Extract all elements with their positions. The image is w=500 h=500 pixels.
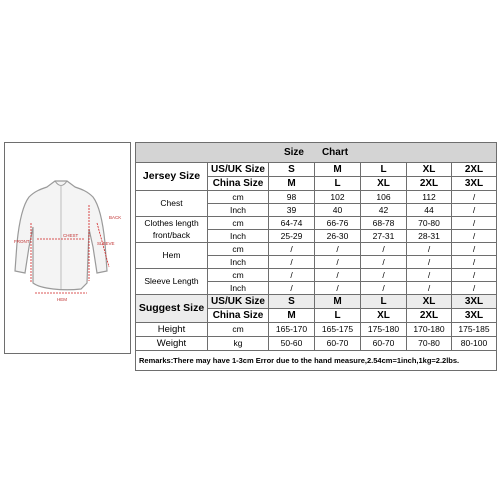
- value-cell: 40: [315, 204, 361, 217]
- jersey-us-uk-size: XL: [407, 163, 452, 177]
- value-cell: 26-30: [315, 230, 361, 243]
- jersey-diagram: [5, 143, 132, 355]
- title-chart: Chart: [321, 146, 349, 158]
- suggest-row-name: Height: [136, 323, 208, 337]
- value-cell: 175-180: [361, 323, 407, 337]
- measurement-name: Chest: [136, 191, 208, 217]
- value-cell: /: [452, 204, 497, 217]
- suggest-size-label: Suggest Size: [136, 295, 208, 323]
- unit-cell: cm: [208, 217, 269, 230]
- label-sleeve: SLEEVE: [97, 241, 115, 246]
- value-cell: /: [452, 230, 497, 243]
- value-cell: /: [361, 256, 407, 269]
- suggest-us-uk-size: S: [269, 295, 315, 309]
- jersey-us-uk-size: M: [315, 163, 361, 177]
- jersey-china-size: 2XL: [407, 177, 452, 191]
- jersey-size-label: Jersey Size: [136, 163, 208, 191]
- value-cell: 27-31: [361, 230, 407, 243]
- measurement-name: Hem: [136, 243, 208, 269]
- value-cell: 112: [407, 191, 452, 204]
- suggest-us-uk-label: US/UK Size: [208, 295, 269, 309]
- jersey-china-size: XL: [361, 177, 407, 191]
- unit-cell: Inch: [208, 230, 269, 243]
- value-cell: /: [452, 282, 497, 295]
- value-cell: /: [407, 282, 452, 295]
- value-cell: /: [269, 243, 315, 256]
- value-cell: /: [407, 269, 452, 282]
- value-cell: /: [407, 256, 452, 269]
- value-cell: 60-70: [361, 337, 407, 351]
- value-cell: /: [315, 256, 361, 269]
- value-cell: 60-70: [315, 337, 361, 351]
- value-cell: /: [361, 282, 407, 295]
- value-cell: 175-185: [452, 323, 497, 337]
- value-cell: 106: [361, 191, 407, 204]
- jersey-us-uk-size: S: [269, 163, 315, 177]
- value-cell: /: [452, 256, 497, 269]
- jersey-us-uk-size: L: [361, 163, 407, 177]
- value-cell: 28-31: [407, 230, 452, 243]
- value-cell: 170-180: [407, 323, 452, 337]
- jersey-us-uk-row: [136, 163, 497, 177]
- title-row: [136, 143, 497, 163]
- value-cell: 42: [361, 204, 407, 217]
- value-cell: 70-80: [407, 337, 452, 351]
- suggest-china-size: 2XL: [407, 309, 452, 323]
- value-cell: 64-74: [269, 217, 315, 230]
- suggest-us-uk-row: [136, 295, 497, 309]
- value-cell: /: [361, 243, 407, 256]
- value-cell: 39: [269, 204, 315, 217]
- height-row: [136, 323, 497, 337]
- chart-title: [136, 143, 497, 163]
- jersey-us-uk-size: 2XL: [452, 163, 497, 177]
- unit-cell: cm: [208, 323, 269, 337]
- suggest-china-label: China Size: [208, 309, 269, 323]
- value-cell: 70-80: [407, 217, 452, 230]
- unit-cell: Inch: [208, 204, 269, 217]
- sleeve-cm-row: [136, 269, 497, 282]
- suggest-us-uk-size: 3XL: [452, 295, 497, 309]
- suggest-row-name: Weight: [136, 337, 208, 351]
- value-cell: /: [315, 269, 361, 282]
- suggest-china-size: M: [269, 309, 315, 323]
- unit-cell: cm: [208, 243, 269, 256]
- value-cell: /: [269, 256, 315, 269]
- value-cell: 50-60: [269, 337, 315, 351]
- remarks-row: [136, 351, 497, 371]
- value-cell: /: [361, 269, 407, 282]
- jersey-china-size: 3XL: [452, 177, 497, 191]
- value-cell: 80-100: [452, 337, 497, 351]
- suggest-china-size: L: [315, 309, 361, 323]
- label-chest: CHEST: [63, 233, 79, 238]
- jersey-china-size: L: [315, 177, 361, 191]
- unit-cell: cm: [208, 191, 269, 204]
- value-cell: /: [452, 217, 497, 230]
- jersey-diagram-panel: [4, 142, 131, 354]
- value-cell: 165-170: [269, 323, 315, 337]
- length-cm-row: [136, 217, 497, 230]
- value-cell: 44: [407, 204, 452, 217]
- weight-row: [136, 337, 497, 351]
- value-cell: /: [452, 243, 497, 256]
- value-cell: 102: [315, 191, 361, 204]
- unit-cell: cm: [208, 269, 269, 282]
- value-cell: /: [315, 243, 361, 256]
- hem-cm-row: [136, 243, 497, 256]
- suggest-us-uk-size: XL: [407, 295, 452, 309]
- jersey-us-uk-label: US/UK Size: [208, 163, 269, 177]
- value-cell: /: [269, 282, 315, 295]
- value-cell: /: [452, 191, 497, 204]
- value-cell: /: [452, 269, 497, 282]
- value-cell: /: [315, 282, 361, 295]
- suggest-china-size: 3XL: [452, 309, 497, 323]
- label-front: FRONT: [14, 239, 30, 244]
- size-chart-table: [135, 142, 497, 371]
- measurement-name: Clothes length front/back: [136, 217, 208, 243]
- label-back: BACK: [109, 215, 122, 220]
- value-cell: 66-76: [315, 217, 361, 230]
- value-cell: /: [407, 243, 452, 256]
- suggest-us-uk-size: M: [315, 295, 361, 309]
- chest-cm-row: [136, 191, 497, 204]
- suggest-china-size: XL: [361, 309, 407, 323]
- jersey-china-size: M: [269, 177, 315, 191]
- value-cell: 25-29: [269, 230, 315, 243]
- suggest-us-uk-size: L: [361, 295, 407, 309]
- value-cell: 68-78: [361, 217, 407, 230]
- title-size: Size: [283, 146, 304, 158]
- jersey-china-label: China Size: [208, 177, 269, 191]
- value-cell: 98: [269, 191, 315, 204]
- unit-cell: Inch: [208, 256, 269, 269]
- measurement-name: Sleeve Length: [136, 269, 208, 295]
- unit-cell: kg: [208, 337, 269, 351]
- value-cell: 165-175: [315, 323, 361, 337]
- value-cell: /: [269, 269, 315, 282]
- remarks-text: Remarks:There may have 1-3cm Error due to the hand measure,2.54cm=1inch,1kg=2.2lbs.: [136, 351, 497, 371]
- label-hem: HEM: [57, 297, 67, 302]
- unit-cell: Inch: [208, 282, 269, 295]
